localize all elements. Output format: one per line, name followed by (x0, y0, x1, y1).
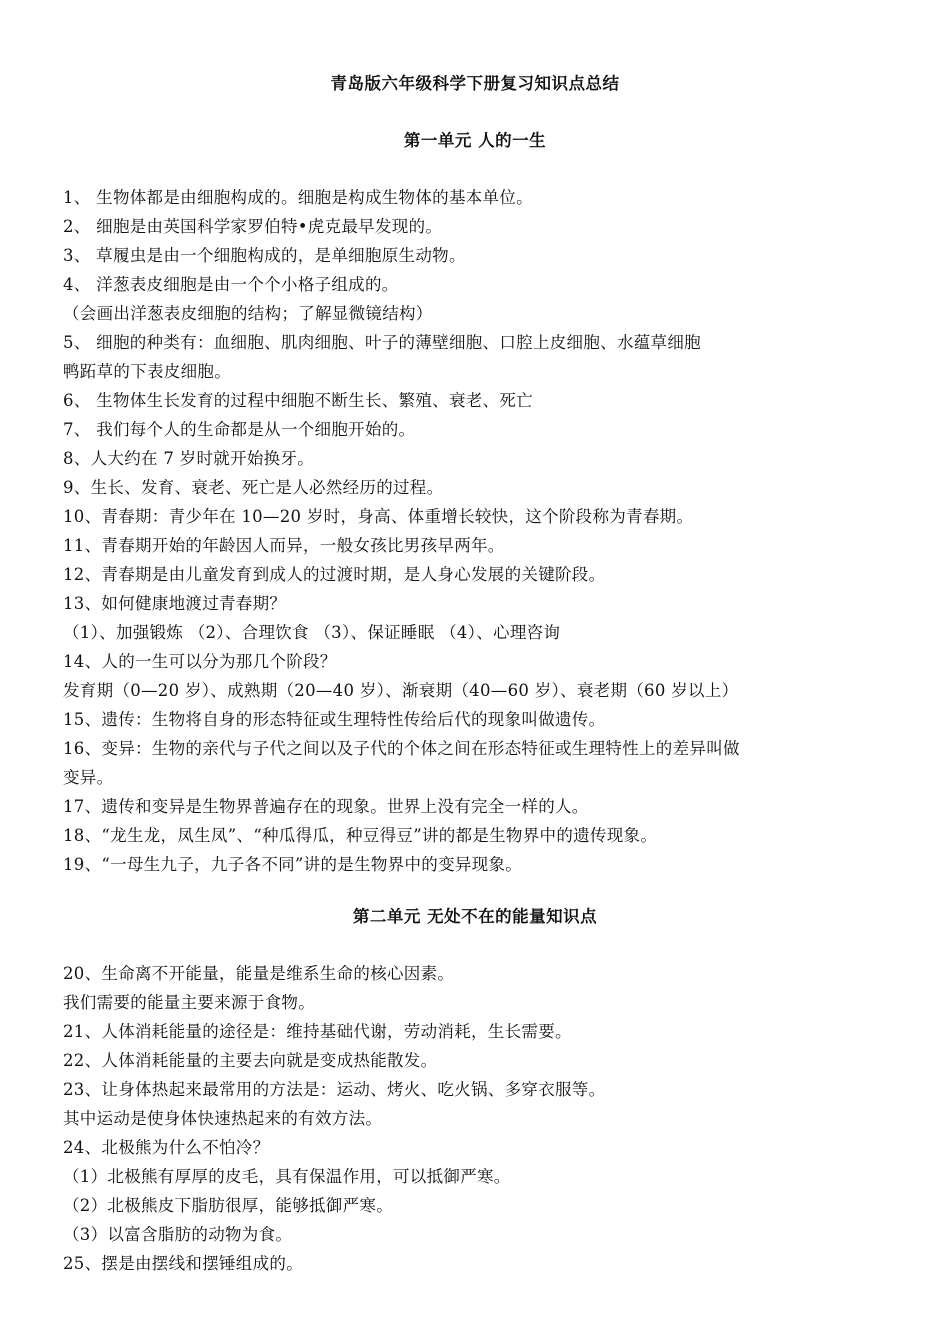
knowledge-line: （会画出洋葱表皮细胞的结构；了解显微镜结构） (63, 304, 433, 323)
knowledge-line: （3）以富含脂肪的动物为食。 (63, 1225, 293, 1244)
knowledge-line: 5、 细胞的种类有：血细胞、肌肉细胞、叶子的薄壁细胞、口腔上皮细胞、水蕴草细胞 (63, 333, 701, 352)
knowledge-line: 10、青春期：青少年在 10—20 岁时，身高、体重增长较快，这个阶段称为青春期。 (63, 507, 694, 526)
unit2-heading: 第二单元 无处不在的能量知识点 (352, 907, 598, 926)
knowledge-line: 15、遗传：生物将自身的形态特征或生理特性传给后代的现象叫做遗传。 (63, 710, 606, 729)
knowledge-line: 22、人体消耗能量的主要去向就是变成热能散发。 (63, 1051, 438, 1070)
knowledge-line: 16、变异：生物的亲代与子代之间以及子代的个体之间在形态特征或生理特性上的差异叫做 (63, 739, 740, 758)
knowledge-line: 1、 生物体都是由细胞构成的。细胞是构成生物体的基本单位。 (63, 188, 533, 207)
knowledge-line: 19、“一母生九子，九子各不同”讲的是生物界中的变异现象。 (63, 855, 523, 874)
knowledge-line: 7、 我们每个人的生命都是从一个细胞开始的。 (63, 420, 416, 439)
knowledge-line: 18、“龙生龙，凤生凤”、“种瓜得瓜，种豆得豆”讲的都是生物界中的遗传现象。 (63, 826, 658, 845)
unit1-knowledge-list (63, 183, 863, 879)
knowledge-line: （1）、加强锻炼 （2）、合理饮食 （3）、保证睡眠 （4）、心理咨询 (63, 623, 561, 642)
unit2-knowledge-list (63, 959, 863, 1278)
knowledge-line: 24、北极熊为什么不怕冷？ (63, 1138, 270, 1157)
knowledge-line: 6、 生物体生长发育的过程中细胞不断生长、繁殖、衰老、死亡 (63, 391, 533, 410)
knowledge-line: 9、生长、发育、衰老、死亡是人必然经历的过程。 (63, 478, 444, 497)
knowledge-line: 23、让身体热起来最常用的方法是：运动、烤火、吃火锅、多穿衣服等。 (63, 1080, 606, 1099)
knowledge-line: 发育期（0—20 岁）、成熟期（20—40 岁）、渐衰期（40—60 岁）、衰老期（60 岁以上） (63, 681, 739, 700)
knowledge-line: 21、人体消耗能量的途径是：维持基础代谢，劳动消耗，生长需要。 (63, 1022, 572, 1041)
knowledge-line: 3、 草履虫是由一个细胞构成的，是单细胞原生动物。 (63, 246, 466, 265)
unit1-heading: 第一单元 人的一生 (403, 131, 547, 150)
knowledge-line: （1）北极熊有厚厚的皮毛，具有保温作用，可以抵御严寒。 (63, 1167, 511, 1186)
knowledge-line: 4、 洋葱表皮细胞是由一个个小格子组成的。 (63, 275, 399, 294)
knowledge-line: 其中运动是使身体快速热起来的有效方法。 (63, 1109, 383, 1128)
knowledge-line: 变异。 (63, 768, 114, 787)
knowledge-line: 我们需要的能量主要来源于食物。 (63, 993, 315, 1012)
knowledge-line: 25、摆是由摆线和摆锤组成的。 (63, 1254, 303, 1273)
knowledge-line: 11、青春期开始的年龄因人而异，一般女孩比男孩早两年。 (63, 536, 505, 555)
knowledge-line: 12、青春期是由儿童发育到成人的过渡时期，是人身心发展的关键阶段。 (63, 565, 606, 584)
knowledge-line: 2、 细胞是由英国科学家罗伯特•虎克最早发现的。 (63, 217, 443, 236)
knowledge-line: 20、生命离不开能量，能量是维系生命的核心因素。 (63, 964, 455, 983)
knowledge-line: （2）北极熊皮下脂肪很厚，能够抵御严寒。 (63, 1196, 393, 1215)
knowledge-line: 13、如何健康地渡过青春期？ (63, 594, 287, 613)
knowledge-line: 14、人的一生可以分为那几个阶段？ (63, 652, 337, 671)
knowledge-line: 鸭跖草的下表皮细胞。 (63, 362, 231, 381)
knowledge-line: 8、人大约在 7 岁时就开始换牙。 (63, 449, 315, 468)
knowledge-line: 17、遗传和变异是生物界普遍存在的现象。世界上没有完全一样的人。 (63, 797, 589, 816)
document-title: 青岛版六年级科学下册复习知识点总结 (330, 74, 620, 93)
